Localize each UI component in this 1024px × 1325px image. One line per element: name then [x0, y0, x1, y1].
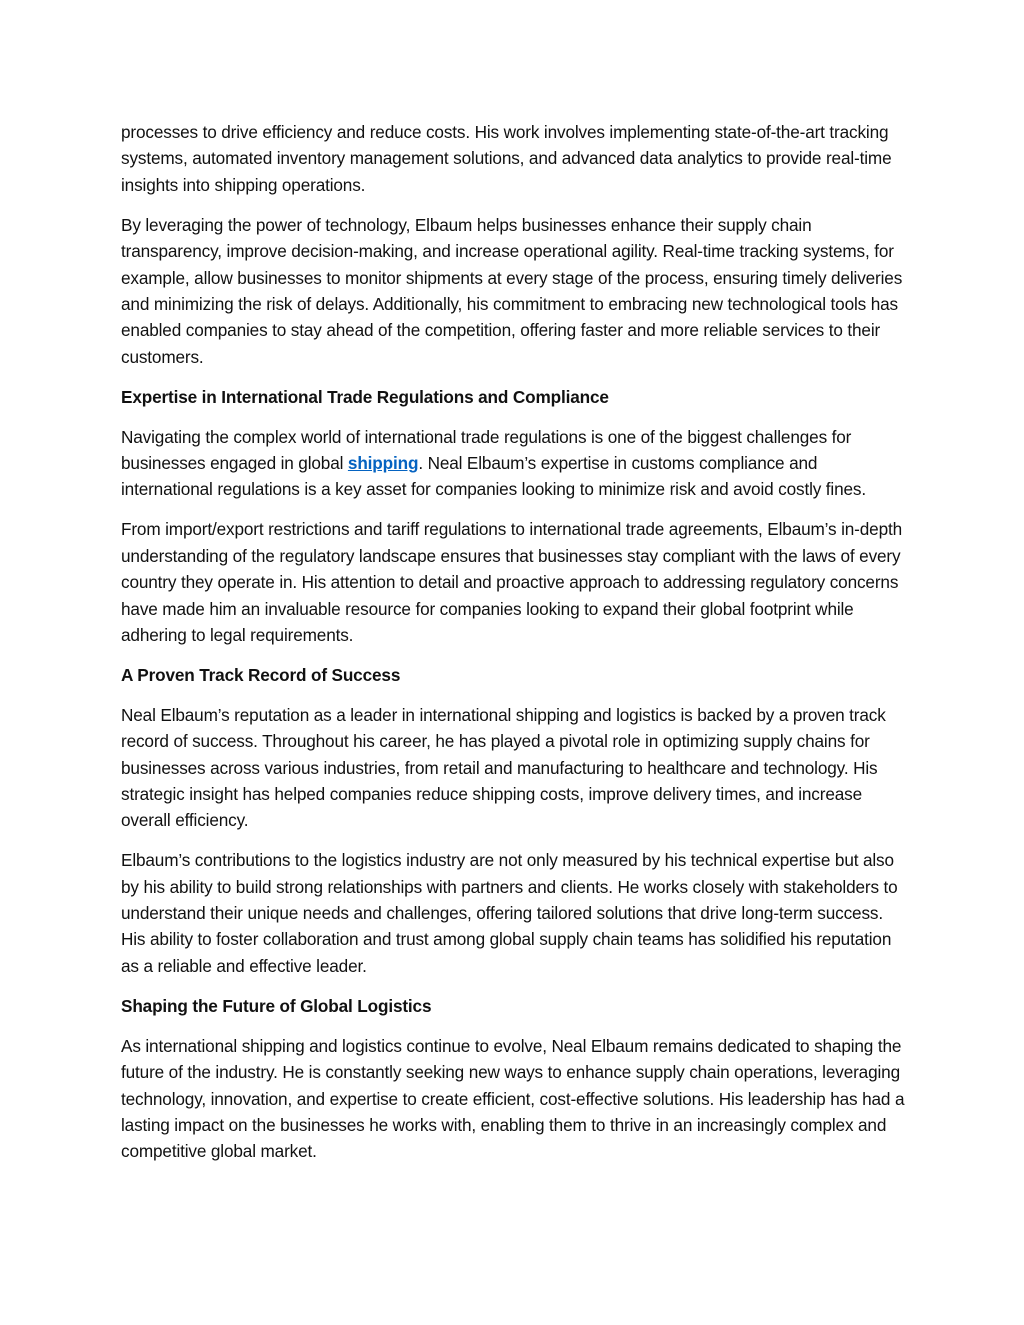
paragraph-trade-regulations: [121, 424, 906, 503]
document-body: [121, 119, 906, 1178]
paragraph-text-before-link: Navigating the complex world of international trade regulations is one of the biggest challenges for businesses engaged in global: [121, 426, 852, 473]
heading-trade-regulations: Expertise in International Trade Regulations and Compliance: [121, 386, 609, 407]
shipping-link[interactable]: shipping: [347, 452, 419, 473]
paragraph-relationships: Elbaum’s contributions to the logistics industry are not only measured by his technical expertise but also by his ability to build strong relationships with partners and clients. He works closely with stakeholders to understand their unique needs and challenges, offering tailored solutions that drive long-term success. His ability to foster collaboration and trust among global supply chain teams has solidified his reputation as a reliable and effective leader.: [121, 850, 898, 976]
paragraph-future-logistics: As international shipping and logistics continue to evolve, Neal Elbaum remains dedicated to shaping the future of the industry. He is constantly seeking new ways to enhance supply chain operations, leveraging technology, innovation, and expertise to create efficient, cost-effective solutions. His leadership has had a lasting impact on the businesses he works with, enabling them to thrive in an increasingly complex and competitive global market.: [121, 1035, 905, 1162]
paragraph-track-record: Neal Elbaum’s reputation as a leader in international shipping and logistics is backed by a proven track record of success. Throughout his career, he has played a pivotal role in optimizing supply chains for businesses across various industries, from retail and manufacturing to healthcare and technology. His strategic insight has helped companies reduce shipping costs, improve delivery times, and increase overall efficiency.: [121, 704, 886, 831]
paragraph-technology-benefits: By leveraging the power of technology, Elbaum helps businesses enhance their supply chain transparency, improve decision-making, and increase operational agility. Real-time tracking systems, for example, allow businesses to monitor shipments at every stage of the process, ensuring timely deliveries and minimizing the risk of delays. Additionally, his commitment to embracing new technological tools has enabled companies to stay ahead of the competition, offering faster and more reliable services to their customers.: [121, 214, 903, 367]
paragraph-regulatory-landscape: From import/export restrictions and tariff regulations to international trade agreements, Elbaum’s in-depth understanding of the regulatory landscape ensures that businesses stay compliant with the laws of every country they operate in. His attention to detail and proactive approach to addressing regulatory concerns have made him an invaluable resource for companies looking to expand their global footprint while adhering to legal requirements.: [121, 519, 903, 645]
heading-track-record: A Proven Track Record of Success: [121, 664, 401, 685]
paragraph-text-after-link: . Neal Elbaum’s expertise in customs compliance and international regulations is a key asset for companies looking to minimize risk and avoid costly fines.: [121, 452, 866, 500]
heading-future-logistics: Shaping the Future of Global Logistics: [121, 995, 432, 1016]
paragraph-technology-intro: processes to drive efficiency and reduce costs. His work involves implementing state-of-the-art tracking systems, automated inventory management solutions, and advanced data analytics to provide real-time insights into shipping operations.: [121, 122, 892, 195]
